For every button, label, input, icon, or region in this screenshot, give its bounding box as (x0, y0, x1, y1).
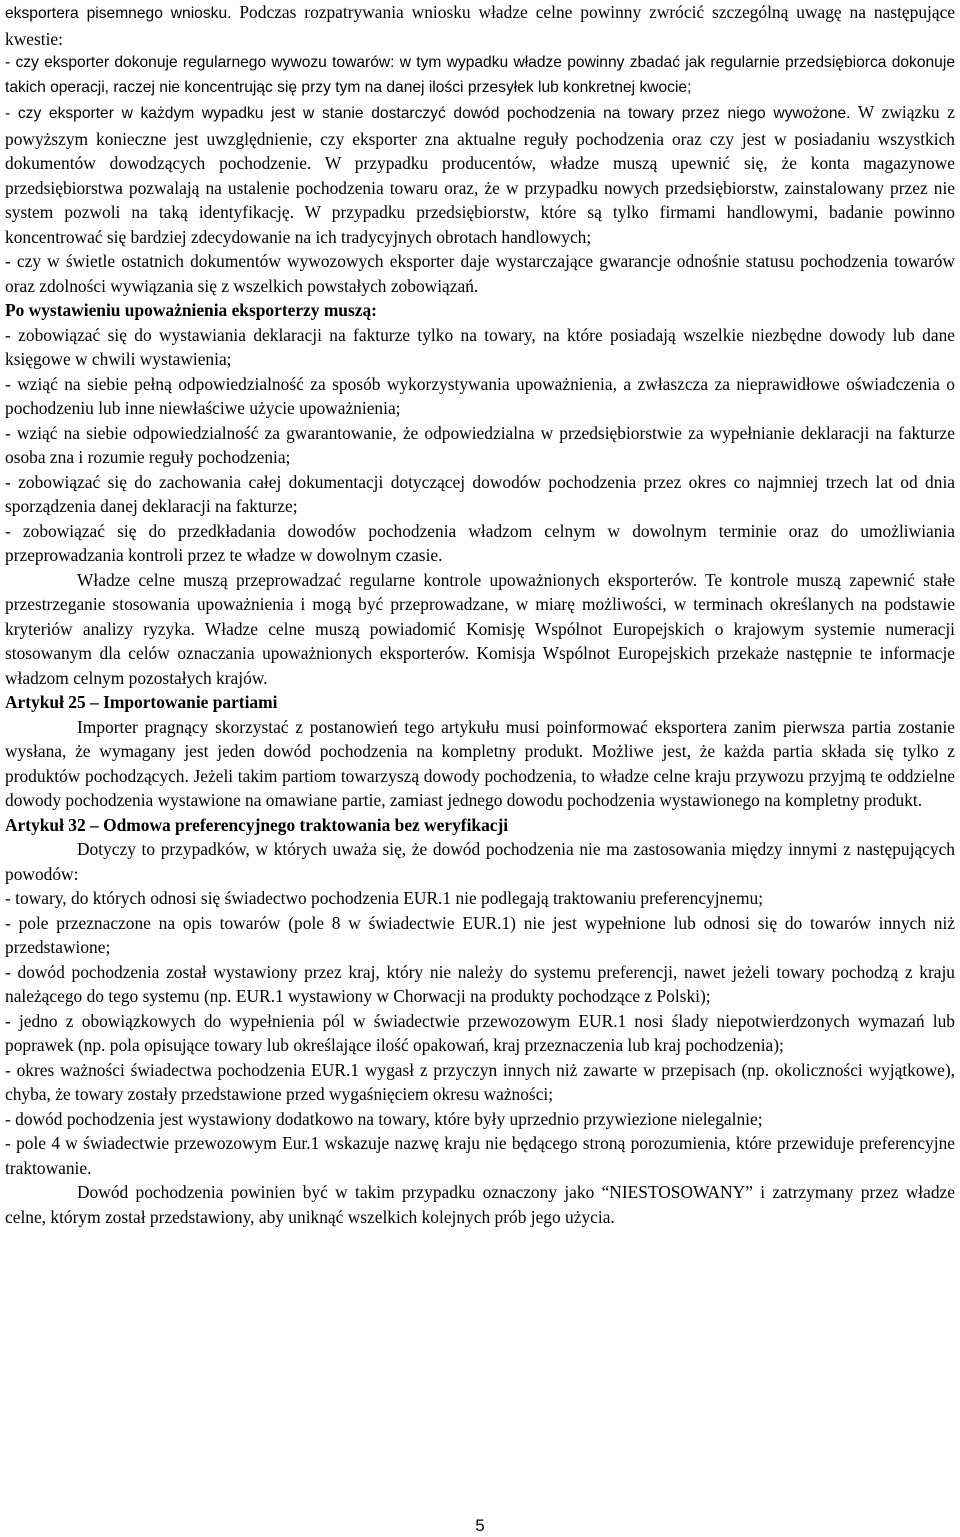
reason-item-5: - okres ważności świadectwa pochodzenia EUR.1 wygasł z przyczyn innych niż zawarte w przepisach (np. okoliczności wyjątkowe), chyba, że towary zostały przedstawione przed wygaśnięciem okresu ważności; (5, 1059, 955, 1104)
obligation-item-3: - wziąć na siebie odpowiedzialność za gwarantowanie, że odpowiedzialna w przedsiębiorstwie za wypełnianie deklaracji na fakturze osoba zna i rozumie reguły pochodzenia; (5, 422, 955, 467)
obligation-item-1: - zobowiązać się do wystawiania deklaracji na fakturze tylko na towary, na które posiadają wszelkie niezbędne dowody lub dane księgowe w chwili wystawienia; (5, 324, 955, 369)
reason-item-6: - dowód pochodzenia jest wystawiony dodatkowo na towary, które były uprzednio przywiezione nielegalnie; (5, 1108, 763, 1129)
heading-article-25: Artykuł 25 – Importowanie partiami (5, 692, 278, 712)
reason-item-4: - jedno z obowiązkowych do wypełnienia pól w świadectwie przewozowym EUR.1 nosi ślady niepotwierdzonych wymazań lub poprawek (np. pola opisujące towary lub określające ilość opakowań, kraj przeznaczenia lub kraj pochodzenia); (5, 1010, 955, 1055)
text-intro-sans: eksportera pisemnego wniosku. (5, 5, 232, 22)
bullet-recent-documents: - czy w świetle ostatnich dokumentów wywozowych eksporter daje wystarczające gwarancje odnośnie statusu pochodzenia towarów oraz zdolności wywiązania się z wszelkich powstałych zobowiązań. (5, 251, 955, 296)
bullet-proof-of-origin (5, 100, 955, 249)
reason-item-2: - pole przeznaczone na opis towarów (pole 8 w świadectwie EUR.1) nie jest wypełnione lub odnosi się do towarów innych niż przedstawione; (5, 912, 955, 957)
obligation-item-5: - zobowiązać się do przedkładania dowodów pochodzenia władzom celnym w dowolnym terminie oraz do umożliwiania przeprowadzania kontroli przez te władze w dowolnym czasie. (5, 520, 955, 565)
document-page (5, 0, 955, 1229)
text-proof-serif: W związku z powyższym konieczne jest uwzględnienie, czy eksporter zna aktualne reguły pochodzenia oraz czy jest w posiadaniu wszystkich dokumentów dowodzących pochodzenie. W przypadku producentów, władze muszą upewnić się, że konta magazynowe przedsiębiorstwa pozwalają na ustalenie pochodzenia towaru oraz, że w przypadku nowych przedsiębiorstw, zainstalowany przez nie system pozwoli na taką identyfikację. W przypadku przedsiębiorstw, które są tylko firmami handlowymi, badanie powinno koncentrować się bardziej zdecydowanie na ich tradycyjnych obrotach handlowych; (5, 102, 955, 247)
text-proof-sans: - czy eksporter w każdym wypadku jest w stanie dostarczyć dowód pochodzenia na towary przez niego wywożone. (5, 105, 851, 122)
text-intro-serif: Podczas rozpatrywania wniosku władze celne powinny zwrócić szczególną uwagę na następujące kwestie: (5, 2, 956, 49)
paragraph-intro (5, 0, 955, 51)
reason-item-1: - towary, do których odnosi się świadectwo pochodzenia EUR.1 nie podlegają traktowaniu preferencyjnemu; (5, 888, 764, 908)
page-number: 5 (475, 1516, 485, 1535)
paragraph-article-25: Importer pragnący skorzystać z postanowień tego artykułu musi poinformować eksportera zanim pierwsza partia zostanie wysłana, że wymagany jest jeden dowód pochodzenia na kompletny produkt. Możliwe jest, że każda partia składa się tylko z produktów pochodzących. Jeżeli takim partiom towarzyszą dowody pochodzenia, to władze celne kraju przywozu przyjmą te oddzielne dowody pochodzenia wystawione na omawiane partie, zamiast jednego dowodu pochodzenia wystawionego na kompletny produkt. (5, 716, 955, 810)
reason-item-7: - pole 4 w świadectwie przewozowym Eur.1 wskazuje nazwę kraju nie będącego stroną porozumienia, które przewiduje preferencyjne traktowanie. (5, 1133, 955, 1178)
heading-exporter-obligations: Po wystawieniu upoważnienia eksporterzy muszą: (5, 300, 377, 320)
paragraph-customs-controls: Władze celne muszą przeprowadzać regularne kontrole upoważnionych eksporterów. Te kontrole muszą zapewnić stałe przestrzeganie stosowania upoważnienia i mogą być przeprowadzane, w miarę możliwości, w terminach określanych na podstawie kryteriów analizy ryzyka. Władze celne muszą powiadomić Komisję Wspólnot Europejskich o krajowym systemie numeracji stosowanym dla celów oznaczania upoważnionych eksporterów. Komisja Wspólnot Europejskich przekaże następnie te informacje władzom celnym pozostałych krajów. (5, 569, 955, 688)
paragraph-article-32: Dotyczy to przypadków, w których uważa się, że dowód pochodzenia nie ma zastosowania między innymi z następujących powodów: (5, 839, 955, 884)
obligation-item-2: - wziąć na siebie pełną odpowiedzialność za sposób wykorzystywania upoważnienia, a zwłaszcza za nieprawidłowe oświadczenia o pochodzeniu lub inne niewłaściwe użycie upoważnienia; (5, 373, 955, 418)
bullet-regular-export: - czy eksporter dokonuje regularnego wywozu towarów: w tym wypadku władze powinny zbadać jak regularnie przedsiębiorca dokonuje takich operacji, raczej nie koncentrując się przy tym na danej ilości przesyłek lub konkretnej kwocie; (5, 54, 955, 96)
heading-article-32: Artykuł 32 – Odmowa preferencyjnego traktowania bez weryfikacji (5, 814, 509, 835)
paragraph-not-applicable: Dowód pochodzenia powinien być w takim przypadku oznaczony jako “NIESTOSOWANY” i zatrzymany przez władze celne, którym został przedstawiony, aby uniknąć wszelkich kolejnych prób jego użycia. (5, 1182, 955, 1227)
obligation-item-4: - zobowiązać się do zachowania całej dokumentacji dotyczącej dowodów pochodzenia przez okres co najmniej trzech lat od dnia sporządzenia danej deklaracji na fakturze; (5, 471, 955, 516)
reason-item-3: - dowód pochodzenia został wystawiony przez kraj, który nie należy do systemu preferencji, nawet jeżeli towary pochodzą z kraju należącego do tego systemu (np. EUR.1 wystawiony w Chorwacji na produkty pochodzące z Polski); (5, 961, 955, 1006)
